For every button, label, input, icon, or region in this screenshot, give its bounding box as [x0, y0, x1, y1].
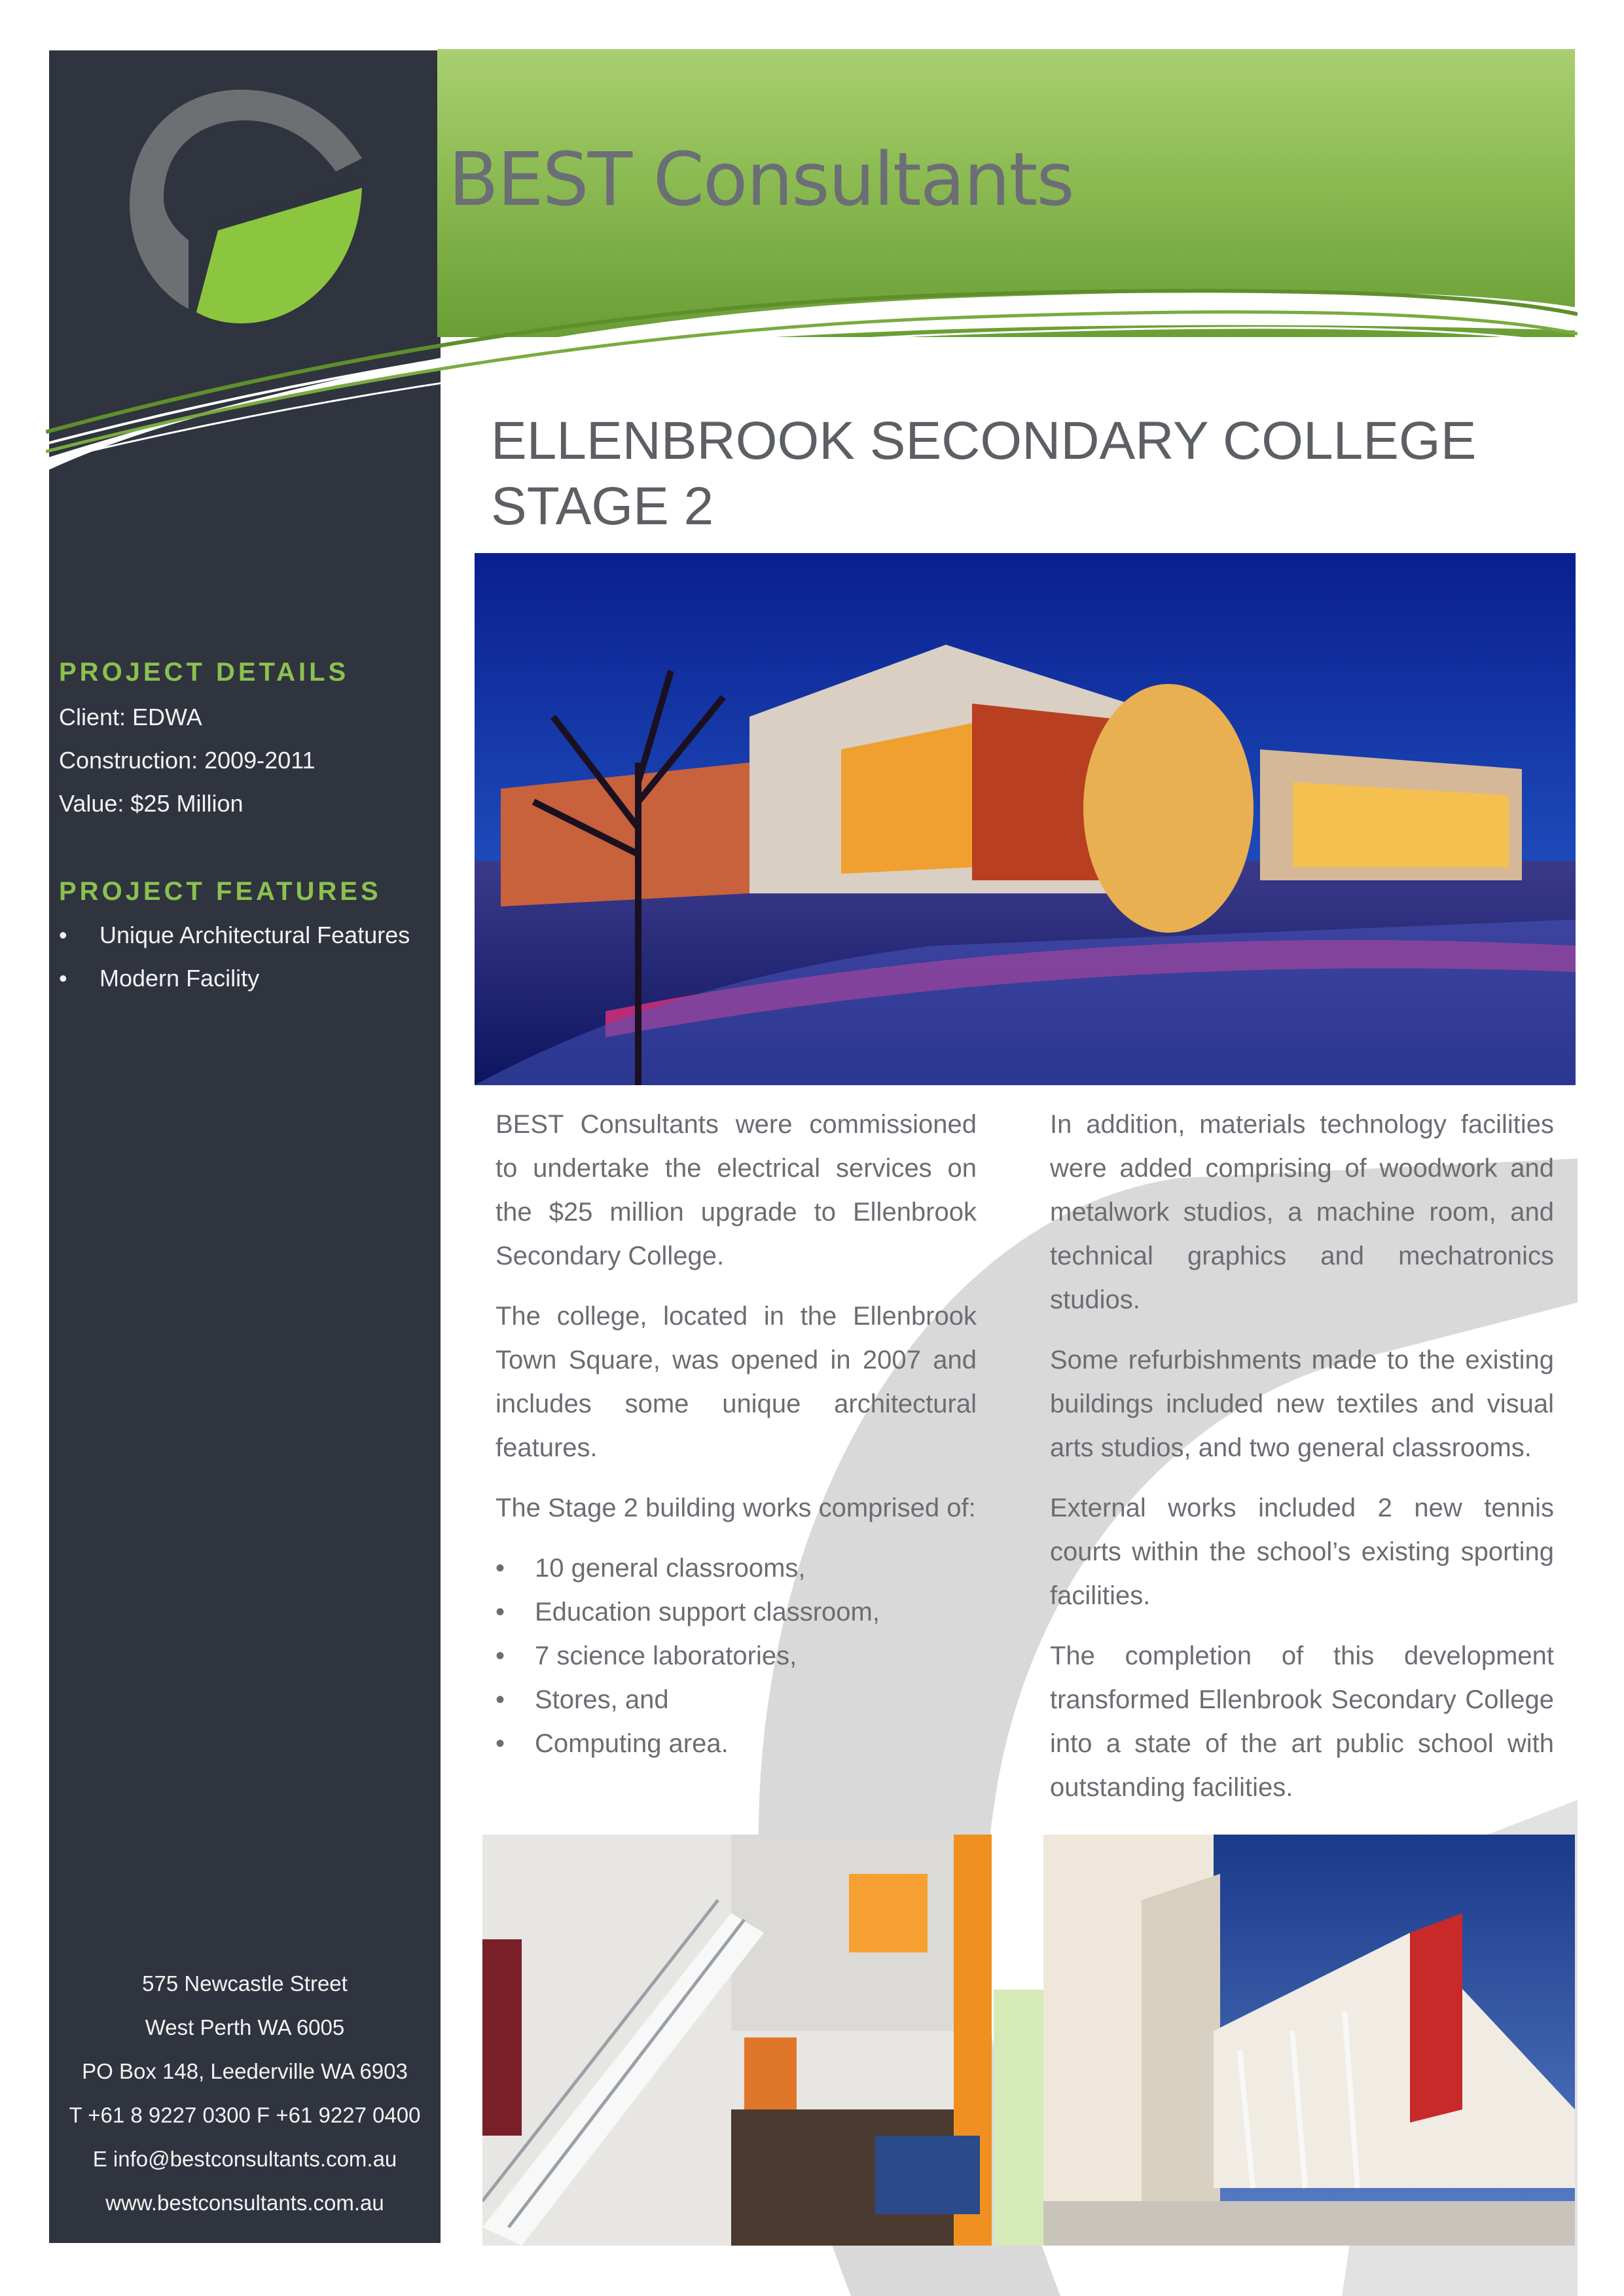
- bullet-glyph: •: [59, 965, 67, 992]
- building-exterior-photo: [1043, 1835, 1575, 2246]
- contact-phone-fax: T +61 8 9227 0300 F +61 9227 0400: [69, 2103, 421, 2127]
- works-list: [496, 1547, 977, 1766]
- list-item: • 7 science laboratories,: [496, 1634, 977, 1678]
- body-paragraph: In addition, materials technology facilities were added comprising of woodwork and metalwork studios, a machine room, and technical graphics and mechatronics studios.: [1050, 1110, 1554, 1314]
- bullet-glyph: •: [496, 1554, 505, 1583]
- project-features-heading: PROJECT FEATURES: [59, 877, 382, 906]
- bullet-glyph: •: [496, 1685, 505, 1714]
- feature-label: Modern Facility: [99, 965, 260, 992]
- brand-name: BEST Consultants: [448, 137, 1074, 223]
- college-night-photo: [475, 553, 1576, 1085]
- body-paragraph: Some refurbishments made to the existing buildings included new textiles and visual arts studios, and two general classrooms.: [1050, 1346, 1554, 1462]
- body-paragraph: The college, located in the Ellenbrook Town Square, was opened in 2007 and includes some unique architectural features.: [496, 1302, 977, 1462]
- bullet-glyph: •: [496, 1729, 505, 1758]
- interior-staircase-photo: [482, 1835, 992, 2246]
- project-details-heading: PROJECT DETAILS: [59, 658, 350, 687]
- contact-email: E info@bestconsultants.com.au: [92, 2147, 397, 2171]
- bullet-glyph: •: [496, 1641, 505, 1670]
- project-title: [491, 408, 1476, 539]
- feature-item: [59, 922, 410, 949]
- list-item: • Computing area.: [496, 1722, 977, 1766]
- body-paragraph: The completion of this development transformed Ellenbrook Secondary College into a state of the art public school with outstanding facilities.: [1050, 1641, 1554, 1802]
- bullet-glyph: •: [59, 922, 67, 948]
- body-column-right: [1050, 1103, 1554, 1826]
- contact-suburb: West Perth WA 6005: [145, 2015, 345, 2039]
- contact-website: www.bestconsultants.com.au: [105, 2191, 384, 2215]
- body-column-left: [496, 1103, 977, 1766]
- project-title-line-2: STAGE 2: [491, 476, 714, 536]
- body-paragraph: External works included 2 new tennis courts within the school’s existing sporting facilities.: [1050, 1494, 1554, 1610]
- detail-construction: Construction: 2009-2011: [59, 747, 316, 774]
- feature-label: Unique Architectural Features: [99, 922, 410, 948]
- project-title-line-1: ELLENBROOK SECONDARY COLLEGE: [491, 411, 1477, 471]
- contact-po-box: PO Box 148, Leederville WA 6903: [82, 2059, 408, 2083]
- contact-street: 575 Newcastle Street: [142, 1971, 348, 1996]
- list-item: • Stores, and: [496, 1678, 977, 1722]
- detail-client: Client: EDWA: [59, 704, 202, 730]
- bullet-glyph: •: [496, 1598, 505, 1626]
- list-item: • 10 general classrooms,: [496, 1547, 977, 1590]
- body-paragraph: The Stage 2 building works comprised of:: [496, 1494, 976, 1522]
- detail-value: Value: $25 Million: [59, 790, 244, 817]
- list-item: • Education support classroom,: [496, 1590, 977, 1634]
- body-paragraph: BEST Consultants were commissioned to undertake the electrical services on the $25 million upgrade to Ellenbrook Secondary College.: [496, 1110, 977, 1270]
- accent-strip: [994, 1990, 1043, 2245]
- best-consultants-logo: [117, 80, 370, 330]
- feature-item: [59, 965, 259, 992]
